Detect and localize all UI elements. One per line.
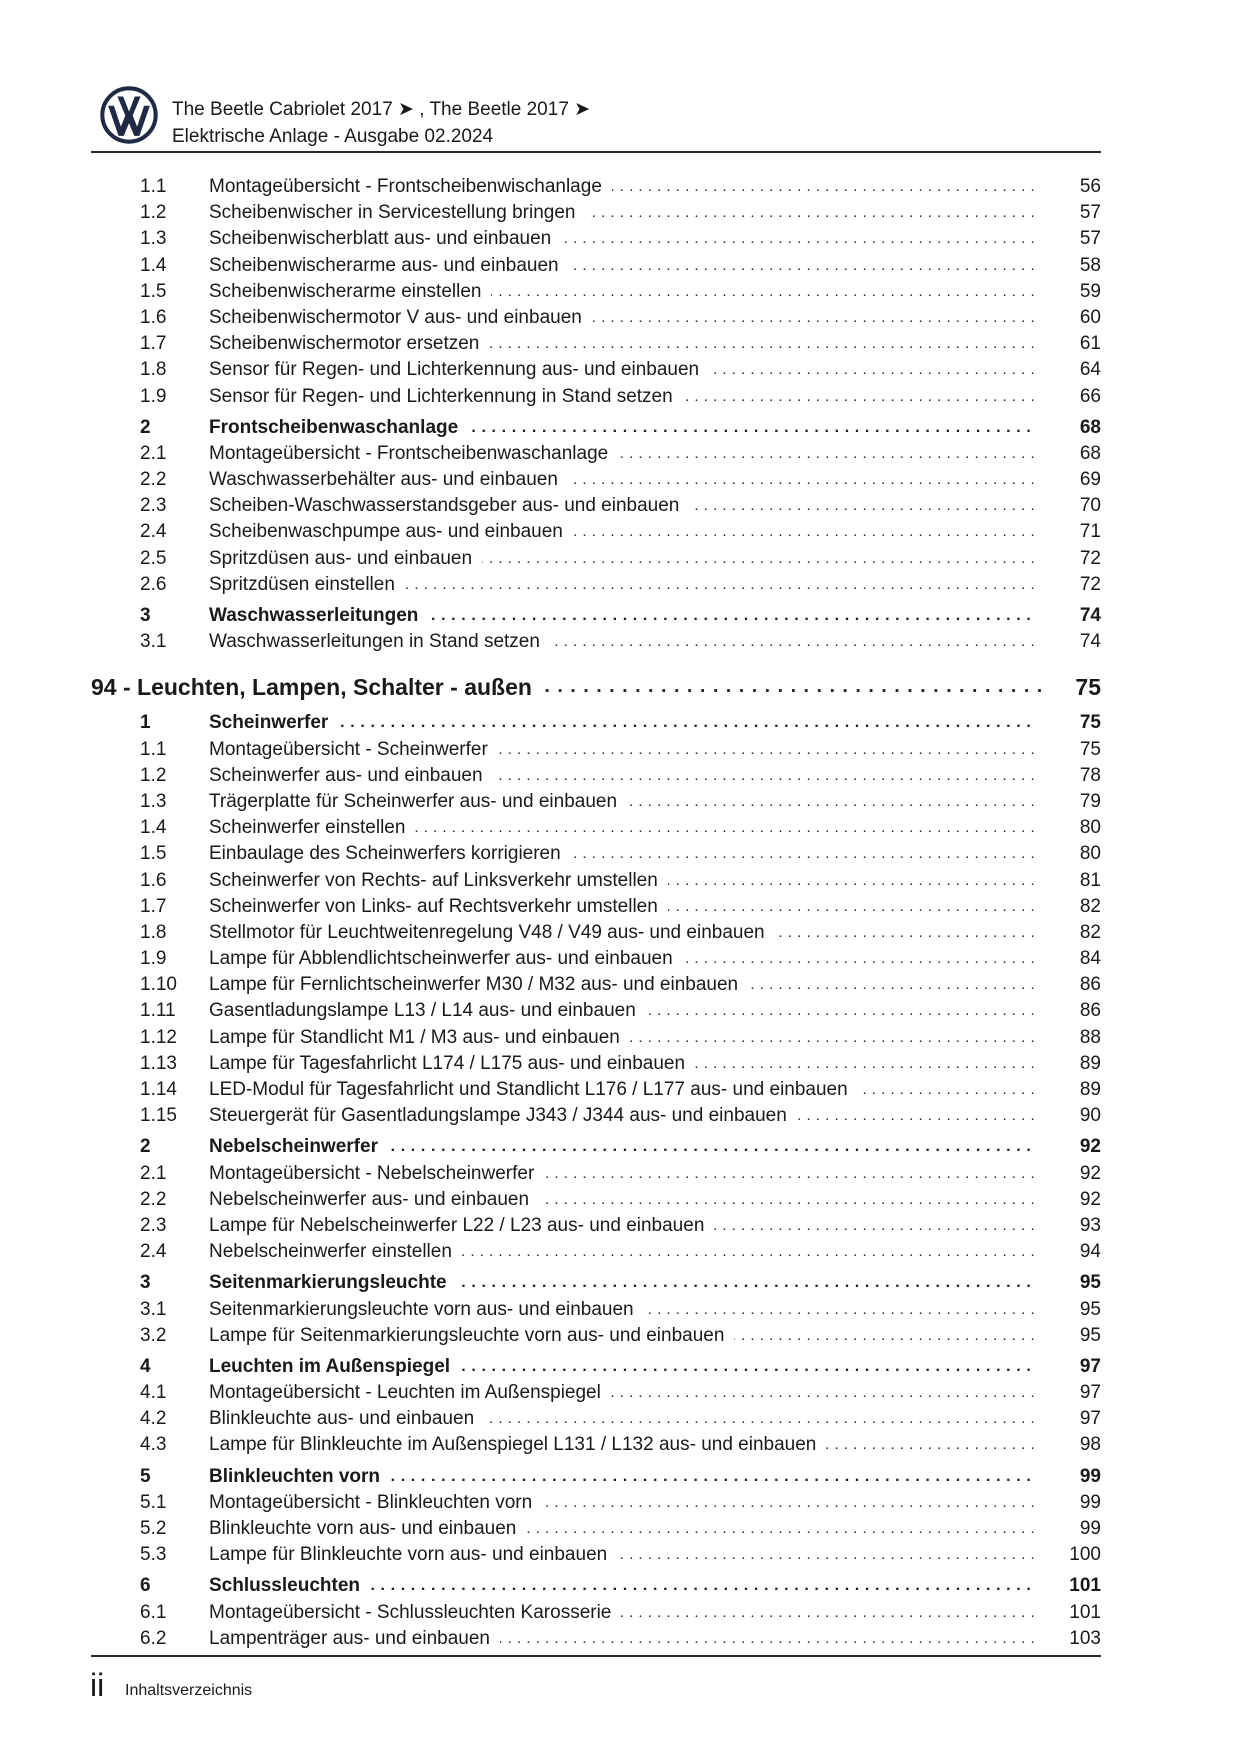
toc-label-text: Scheibenwischerarme aus- und einbauen [209, 255, 569, 276]
toc-entry[interactable] [91, 1626, 1101, 1652]
toc-page-number: 80 [1079, 817, 1101, 839]
toc-number: 1.8 [140, 359, 167, 381]
toc-entry[interactable] [91, 737, 1101, 763]
toc-section[interactable] [91, 710, 1101, 736]
toc-number: 2.3 [140, 1214, 167, 1236]
toc-label-text: 94 - Leuchten, Lampen, Schalter - außen [91, 674, 542, 700]
toc-number: 1.12 [140, 1026, 177, 1048]
toc-number: 1.3 [140, 790, 167, 812]
toc-number: 2.4 [140, 521, 167, 543]
toc-label [209, 253, 1035, 279]
toc-page-number: 95 [1079, 1324, 1101, 1346]
toc-label [209, 894, 1035, 920]
toc-section[interactable] [91, 1354, 1101, 1380]
toc-page-number: 101 [1069, 1575, 1101, 1597]
toc-page-number: 95 [1079, 1272, 1101, 1294]
toc-page-number: 58 [1079, 254, 1101, 276]
toc-label [209, 200, 1035, 226]
toc-label-text: Lampe für Abblendlichtscheinwerfer aus- und einbauen [209, 948, 683, 969]
toc-number: 4 [140, 1355, 151, 1377]
toc-number: 6.2 [140, 1627, 167, 1649]
toc-page-number: 89 [1079, 1052, 1101, 1074]
toc-page-number: 66 [1079, 385, 1101, 407]
toc-label-text: Montageübersicht - Schlussleuchten Karosserie [209, 1602, 621, 1623]
toc-label [209, 1542, 1035, 1568]
toc-number: 5.2 [140, 1518, 167, 1539]
toc-number: 1.6 [140, 306, 167, 328]
table-of-contents [91, 174, 1101, 1652]
toc-label [209, 629, 1035, 655]
toc-page-number: 57 [1079, 202, 1101, 224]
toc-label [209, 1270, 1035, 1296]
toc-label-text: Einbaulage des Scheinwerfers korrigieren [209, 843, 571, 864]
toc-number: 1.13 [140, 1052, 177, 1074]
toc-label [209, 737, 1035, 763]
toc-label [209, 1490, 1035, 1516]
toc-label-text: Lampe für Nebelscheinwerfer L22 / L23 aus- und einbauen [209, 1215, 714, 1236]
toc-label-text: Scheinwerfer aus- und einbauen [209, 765, 493, 786]
toc-label-text: Waschwasserleitungen in Stand setzen [209, 631, 550, 652]
toc-page-number: 90 [1079, 1105, 1101, 1127]
toc-entry[interactable] [91, 357, 1101, 383]
toc-page-number: 68 [1079, 416, 1101, 438]
toc-page-number: 74 [1079, 605, 1101, 626]
toc-label [209, 868, 1035, 894]
toc-entry[interactable] [91, 174, 1101, 200]
toc-number: 2 [140, 1136, 151, 1158]
toc-number: 1.11 [140, 1000, 176, 1022]
toc-label-text: Scheibenwischermotor ersetzen [209, 333, 489, 354]
toc-label-text: Scheibenwischermotor V aus- und einbauen [209, 307, 592, 328]
toc-label-text: Stellmotor für Leuchtweitenregelung V48 / V49 aus- und einbauen [209, 922, 775, 943]
toc-label-text: Lampe für Tagesfahrlicht L174 / L175 aus- und einbauen [209, 1053, 695, 1074]
toc-label [209, 1626, 1035, 1652]
toc-page-number: 57 [1079, 228, 1101, 250]
toc-entry[interactable] [91, 384, 1101, 410]
toc-page-number: 86 [1079, 1000, 1101, 1022]
toc-label-text: Montageübersicht - Blinkleuchten vorn [209, 1492, 542, 1513]
toc-entry[interactable] [91, 1213, 1101, 1239]
toc-page-number: 79 [1079, 790, 1101, 812]
toc-label [209, 305, 1035, 331]
toc-entry[interactable] [91, 1161, 1101, 1187]
toc-number: 1 [140, 712, 151, 734]
toc-page-number: 75 [1075, 674, 1101, 701]
toc-label [209, 603, 1035, 629]
toc-entry[interactable] [91, 946, 1101, 972]
toc-label-text: Scheibenwischerblatt aus- und einbauen [209, 228, 561, 249]
toc-entry[interactable] [91, 920, 1101, 946]
toc-section[interactable] [91, 1573, 1101, 1599]
toc-label [209, 1516, 1035, 1542]
toc-page-number: 75 [1079, 738, 1101, 760]
toc-label [209, 1432, 1035, 1458]
toc-page-number: 94 [1079, 1241, 1101, 1263]
toc-label [209, 1103, 1035, 1129]
toc-number: 1.10 [140, 974, 177, 996]
toc-label-text: Nebelscheinwerfer [209, 1136, 388, 1157]
toc-label [209, 279, 1035, 305]
toc-number: 1.5 [140, 843, 167, 865]
toc-label-text: Blinkleuchte aus- und einbauen [209, 1408, 484, 1429]
toc-section[interactable] [91, 415, 1101, 441]
toc-entry[interactable] [91, 972, 1101, 998]
toc-number: 1.9 [140, 385, 167, 407]
toc-label [209, 1134, 1035, 1160]
toc-label-text: LED-Modul für Tagesfahrlicht und Standlicht L176 / L177 aus- und einbauen [209, 1079, 858, 1100]
toc-entry[interactable] [91, 200, 1101, 226]
toc-page-number: 92 [1079, 1162, 1101, 1184]
toc-page-number: 92 [1079, 1188, 1101, 1210]
toc-label-text: Scheibenwischer in Servicestellung bringen [209, 202, 585, 223]
toc-page-number: 97 [1079, 1382, 1101, 1404]
toc-entry[interactable] [91, 763, 1101, 789]
toc-number: 4.1 [140, 1382, 167, 1404]
toc-label [209, 1077, 1035, 1103]
toc-page-number: 86 [1079, 974, 1101, 996]
toc-label-text: Sensor für Regen- und Lichterkennung in Stand setzen [209, 386, 683, 407]
toc-number: 5.1 [140, 1491, 167, 1513]
toc-entry[interactable] [91, 493, 1101, 519]
toc-page-number: 59 [1079, 280, 1101, 302]
toc-entry[interactable] [91, 1542, 1101, 1568]
toc-label-text: Gasentladungslampe L13 / L14 aus- und einbauen [209, 1000, 646, 1021]
toc-entry[interactable] [91, 519, 1101, 545]
toc-label-text: Scheinwerfer [209, 712, 338, 733]
toc-number: 2.4 [140, 1241, 167, 1263]
footer-page-number: ii [90, 1667, 105, 1703]
toc-label-text: Montageübersicht - Nebelscheinwerfer [209, 1163, 544, 1184]
toc-page-number: 82 [1079, 921, 1101, 943]
toc-page-number: 92 [1079, 1136, 1101, 1158]
toc-number: 5.3 [140, 1544, 167, 1566]
toc-number: 3.2 [140, 1324, 167, 1346]
toc-number: 1.1 [140, 176, 167, 197]
toc-page-number: 97 [1079, 1408, 1101, 1430]
toc-label-text: Spritzdüsen aus- und einbauen [209, 548, 482, 569]
toc-label [209, 789, 1035, 815]
toc-label-text: Montageübersicht - Frontscheibenwaschanlage [209, 443, 618, 464]
toc-label [209, 1297, 1035, 1323]
toc-entry[interactable] [91, 467, 1101, 493]
toc-number: 1.6 [140, 869, 167, 891]
toc-label [209, 1187, 1035, 1213]
toc-number: 1.5 [140, 280, 167, 302]
toc-label [209, 946, 1035, 972]
toc-label-text: Montageübersicht - Scheinwerfer [209, 739, 498, 760]
toc-label [209, 1573, 1035, 1599]
toc-entry[interactable] [91, 1406, 1101, 1432]
toc-number: 1.15 [140, 1105, 177, 1127]
toc-entry[interactable] [91, 1239, 1101, 1265]
toc-number: 6 [140, 1575, 151, 1597]
footer-section-label: Inhaltsverzeichnis [125, 1682, 253, 1699]
toc-page-number: 99 [1079, 1518, 1101, 1539]
toc-number: 2 [140, 416, 151, 438]
toc-label [209, 174, 1035, 200]
toc-number: 1.2 [140, 764, 167, 786]
toc-page-number: 103 [1069, 1627, 1101, 1649]
toc-entry[interactable] [91, 1025, 1101, 1051]
toc-page-number: 60 [1079, 306, 1101, 328]
toc-label-text: Scheiben-Waschwasserstandsgeber aus- und einbauen [209, 495, 689, 516]
toc-label [209, 972, 1035, 998]
toc-number: 5 [140, 1465, 151, 1487]
toc-label [209, 1600, 1035, 1626]
toc-page-number: 75 [1079, 712, 1101, 734]
toc-entry[interactable] [91, 279, 1101, 305]
toc-label [209, 763, 1035, 789]
toc-page-number: 80 [1079, 843, 1101, 865]
toc-number: 2.2 [140, 469, 167, 491]
toc-page-number: 72 [1079, 547, 1101, 569]
toc-label [209, 467, 1035, 493]
toc-entry[interactable] [91, 546, 1101, 572]
toc-label [209, 415, 1035, 441]
toc-chapter[interactable] [91, 669, 1101, 705]
toc-entry[interactable] [91, 1077, 1101, 1103]
toc-label [209, 1380, 1035, 1406]
page-header [100, 86, 1100, 152]
toc-label [209, 441, 1035, 467]
toc-page-number: 72 [1079, 573, 1101, 595]
toc-label-text: Nebelscheinwerfer aus- und einbauen [209, 1189, 539, 1210]
toc-label-text: Scheinwerfer einstellen [209, 817, 415, 838]
toc-label-text: Waschwasserleitungen [209, 605, 428, 626]
toc-label [209, 1213, 1035, 1239]
toc-label-text: Montageübersicht - Leuchten im Außenspiegel [209, 1382, 611, 1403]
toc-section[interactable] [91, 603, 1101, 629]
toc-entry[interactable] [91, 441, 1101, 467]
toc-number: 2.1 [140, 442, 167, 464]
footer-divider [91, 1655, 1101, 1657]
toc-number: 1.4 [140, 817, 167, 839]
toc-label [209, 815, 1035, 841]
toc-label [209, 1354, 1035, 1380]
toc-section[interactable] [91, 1270, 1101, 1296]
toc-entry[interactable] [91, 868, 1101, 894]
toc-entry[interactable] [91, 331, 1101, 357]
toc-label-text: Scheibenwaschpumpe aus- und einbauen [209, 521, 573, 542]
toc-label-text: Seitenmarkierungsleuchte [209, 1272, 457, 1293]
toc-page-number: 82 [1079, 895, 1101, 917]
toc-entry[interactable] [91, 1432, 1101, 1458]
toc-label-text: Lampe für Blinkleuchte im Außenspiegel L131 / L132 aus- und einbauen [209, 1434, 826, 1455]
toc-page-number: 97 [1079, 1355, 1101, 1377]
toc-entry[interactable] [91, 1297, 1101, 1323]
toc-label-text: Trägerplatte für Scheinwerfer aus- und einbauen [209, 791, 627, 812]
toc-label [209, 1239, 1035, 1265]
toc-label [209, 1464, 1035, 1490]
toc-label [209, 546, 1035, 572]
toc-label [209, 998, 1035, 1024]
toc-page-number: 69 [1079, 469, 1101, 491]
toc-label [91, 669, 1041, 705]
toc-entry[interactable] [91, 815, 1101, 841]
toc-page-number: 61 [1079, 333, 1101, 355]
toc-page-number: 93 [1079, 1214, 1101, 1236]
toc-page-number: 98 [1079, 1434, 1101, 1456]
toc-label [209, 1406, 1035, 1432]
toc-page-number: 81 [1079, 869, 1101, 891]
toc-page-number: 89 [1079, 1079, 1101, 1100]
toc-entry[interactable] [91, 572, 1101, 598]
toc-number: 4.3 [140, 1434, 167, 1456]
toc-entry[interactable] [91, 226, 1101, 252]
toc-entry[interactable] [91, 305, 1101, 331]
toc-label [209, 331, 1035, 357]
toc-entry[interactable] [91, 789, 1101, 815]
toc-page-number: 99 [1079, 1465, 1101, 1487]
toc-label [209, 1025, 1035, 1051]
toc-label-text: Lampe für Standlicht M1 / M3 aus- und einbauen [209, 1027, 630, 1048]
toc-page-number: 84 [1079, 948, 1101, 970]
toc-number: 1.3 [140, 228, 167, 250]
toc-label-text: Frontscheibenwaschanlage [209, 417, 468, 438]
toc-label [209, 357, 1035, 383]
toc-number: 2.3 [140, 495, 167, 517]
vw-logo-icon [100, 86, 158, 144]
toc-label-text: Schlussleuchten [209, 1575, 370, 1596]
toc-label [209, 519, 1035, 545]
toc-label [209, 493, 1035, 519]
toc-label [209, 710, 1035, 736]
toc-number: 1.7 [140, 333, 167, 355]
toc-page-number: 64 [1079, 359, 1101, 381]
toc-entry[interactable] [91, 1490, 1101, 1516]
toc-label-text: Steuergerät für Gasentladungslampe J343 / J344 aus- und einbauen [209, 1105, 797, 1126]
toc-label-text: Blinkleuchte vorn aus- und einbauen [209, 1518, 526, 1539]
toc-page-number: 78 [1079, 764, 1101, 786]
toc-label [209, 226, 1035, 252]
toc-number: 2.6 [140, 573, 167, 595]
header-subtitle: Elektrische Anlage - Ausgabe 02.2024 [172, 126, 494, 147]
toc-number: 1.14 [140, 1079, 177, 1100]
toc-entry[interactable] [91, 1103, 1101, 1129]
toc-number: 1.2 [140, 202, 167, 224]
toc-label [209, 1051, 1035, 1077]
toc-entry[interactable] [91, 1516, 1101, 1542]
toc-page-number: 88 [1079, 1026, 1101, 1048]
toc-label-text: Montageübersicht - Frontscheibenwischanlage [209, 176, 612, 197]
toc-label-text: Spritzdüsen einstellen [209, 574, 405, 595]
toc-number: 3.1 [140, 631, 167, 653]
toc-label-text: Seitenmarkierungsleuchte vorn aus- und einbauen [209, 1299, 644, 1320]
toc-number: 1.4 [140, 254, 167, 276]
toc-label-text: Lampe für Fernlichtscheinwerfer M30 / M32 aus- und einbauen [209, 974, 748, 995]
toc-entry[interactable] [91, 1600, 1101, 1626]
toc-entry[interactable] [91, 841, 1101, 867]
toc-page-number: 70 [1079, 495, 1101, 517]
toc-section[interactable] [91, 1134, 1101, 1160]
toc-label [209, 1161, 1035, 1187]
toc-page-number: 56 [1079, 176, 1101, 197]
toc-label [209, 841, 1035, 867]
header-title: The Beetle Cabriolet 2017 ➤ , The Beetle 2017 ➤ [172, 99, 591, 120]
toc-number: 2.1 [140, 1162, 167, 1184]
toc-label-text: Waschwasserbehälter aus- und einbauen [209, 469, 568, 490]
toc-number: 3 [140, 605, 151, 626]
toc-page-number: 95 [1079, 1298, 1101, 1320]
toc-number: 3.1 [140, 1298, 167, 1320]
toc-number: 6.1 [140, 1601, 167, 1623]
toc-page-number: 68 [1079, 442, 1101, 464]
toc-number: 1.7 [140, 895, 167, 917]
toc-entry[interactable] [91, 1323, 1101, 1349]
toc-page-number: 101 [1069, 1601, 1101, 1623]
toc-label-text: Blinkleuchten vorn [209, 1466, 390, 1487]
toc-page-number: 99 [1079, 1491, 1101, 1513]
toc-number: 2.5 [140, 547, 167, 569]
toc-entry[interactable] [91, 629, 1101, 655]
toc-number: 1.8 [140, 921, 167, 943]
toc-page-number: 71 [1079, 521, 1101, 543]
toc-entry[interactable] [91, 1380, 1101, 1406]
toc-entry[interactable] [91, 894, 1101, 920]
toc-label-text: Scheibenwischerarme einstellen [209, 281, 491, 302]
toc-label-text: Lampe für Seitenmarkierungsleuchte vorn aus- und einbauen [209, 1325, 734, 1346]
toc-number: 4.2 [140, 1408, 167, 1430]
toc-label [209, 572, 1035, 598]
toc-entry[interactable] [91, 998, 1101, 1024]
toc-label [209, 384, 1035, 410]
toc-page-number: 100 [1069, 1544, 1101, 1566]
toc-number: 2.2 [140, 1188, 167, 1210]
toc-number: 1.1 [140, 738, 167, 760]
toc-label-text: Lampe für Blinkleuchte vorn aus- und einbauen [209, 1544, 617, 1565]
toc-label-text: Leuchten im Außenspiegel [209, 1356, 460, 1377]
toc-label-text: Scheinwerfer von Rechts- auf Linksverkehr umstellen [209, 870, 668, 891]
toc-number: 1.9 [140, 948, 167, 970]
header-divider [91, 151, 1101, 153]
toc-entry[interactable] [91, 1187, 1101, 1213]
toc-entry[interactable] [91, 253, 1101, 279]
toc-section[interactable] [91, 1464, 1101, 1490]
toc-label-text: Scheinwerfer von Links- auf Rechtsverkehr umstellen [209, 896, 668, 917]
toc-label-text: Sensor für Regen- und Lichterkennung aus- und einbauen [209, 359, 709, 380]
toc-label [209, 920, 1035, 946]
toc-label-text: Nebelscheinwerfer einstellen [209, 1241, 462, 1262]
toc-label-text: Lampenträger aus- und einbauen [209, 1628, 500, 1649]
toc-label [209, 1323, 1035, 1349]
toc-page-number: 74 [1079, 631, 1101, 653]
toc-number: 3 [140, 1272, 151, 1294]
toc-entry[interactable] [91, 1051, 1101, 1077]
